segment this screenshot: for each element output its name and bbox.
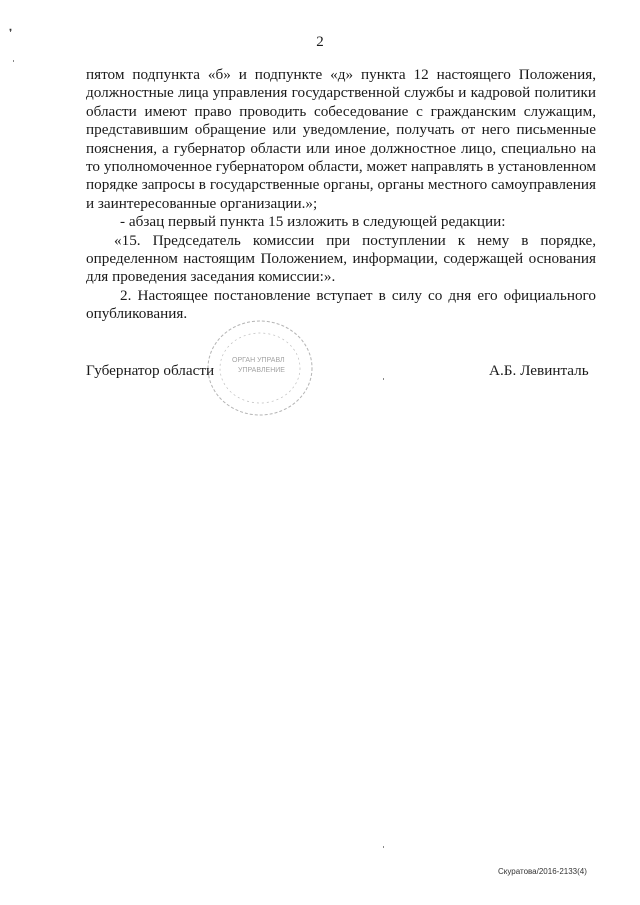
scan-mark-top: ❜ [9, 28, 13, 39]
scan-dot [383, 846, 384, 848]
scan-dot [13, 60, 14, 62]
page-number: 2 [316, 34, 324, 50]
paragraph-continuation: пятом подпункта «б» и подпункте «д» пункта 12 настоящего Положения, должностные лица управления государственной службы и кадровой политики области имеют право проводить собеседование с гражданским служащим, представившим обращение или уведомление, получать от него письменные пояснения, а губернатор области или иное должностное лицо, специально на то уполномоченное губернатором области, может направлять в установленном порядке запросы в государственные органы, органы местного самоуправления и заинтересованные организации.»; [86, 66, 596, 212]
paragraph-effective-date: 2. Настоящее постановление вступает в силу со дня его официального опубликования. [86, 286, 596, 323]
paragraph-amendment-intro: - абзац первый пункта 15 изложить в следующей редакции: [120, 213, 506, 231]
official-stamp [198, 312, 328, 422]
document-footer-code: Скуратова/2016-2133(4) [498, 867, 587, 876]
stamp-text-line1: ОРГАН УПРАВЛ [232, 357, 285, 364]
stamp-text-line2: УПРАВЛЕНИЕ [238, 367, 285, 374]
document-body [86, 66, 596, 324]
signature-name: А.Б. Левинталь [489, 362, 589, 379]
scan-dot [383, 378, 384, 380]
paragraph-quoted-clause: «15. Председатель комиссии при поступлении к нему в порядке, определенном настоящим Положением, информации, содержащей основания для проведения заседания комиссии:». [86, 231, 596, 286]
signature-title: Губернатор области [86, 362, 215, 379]
